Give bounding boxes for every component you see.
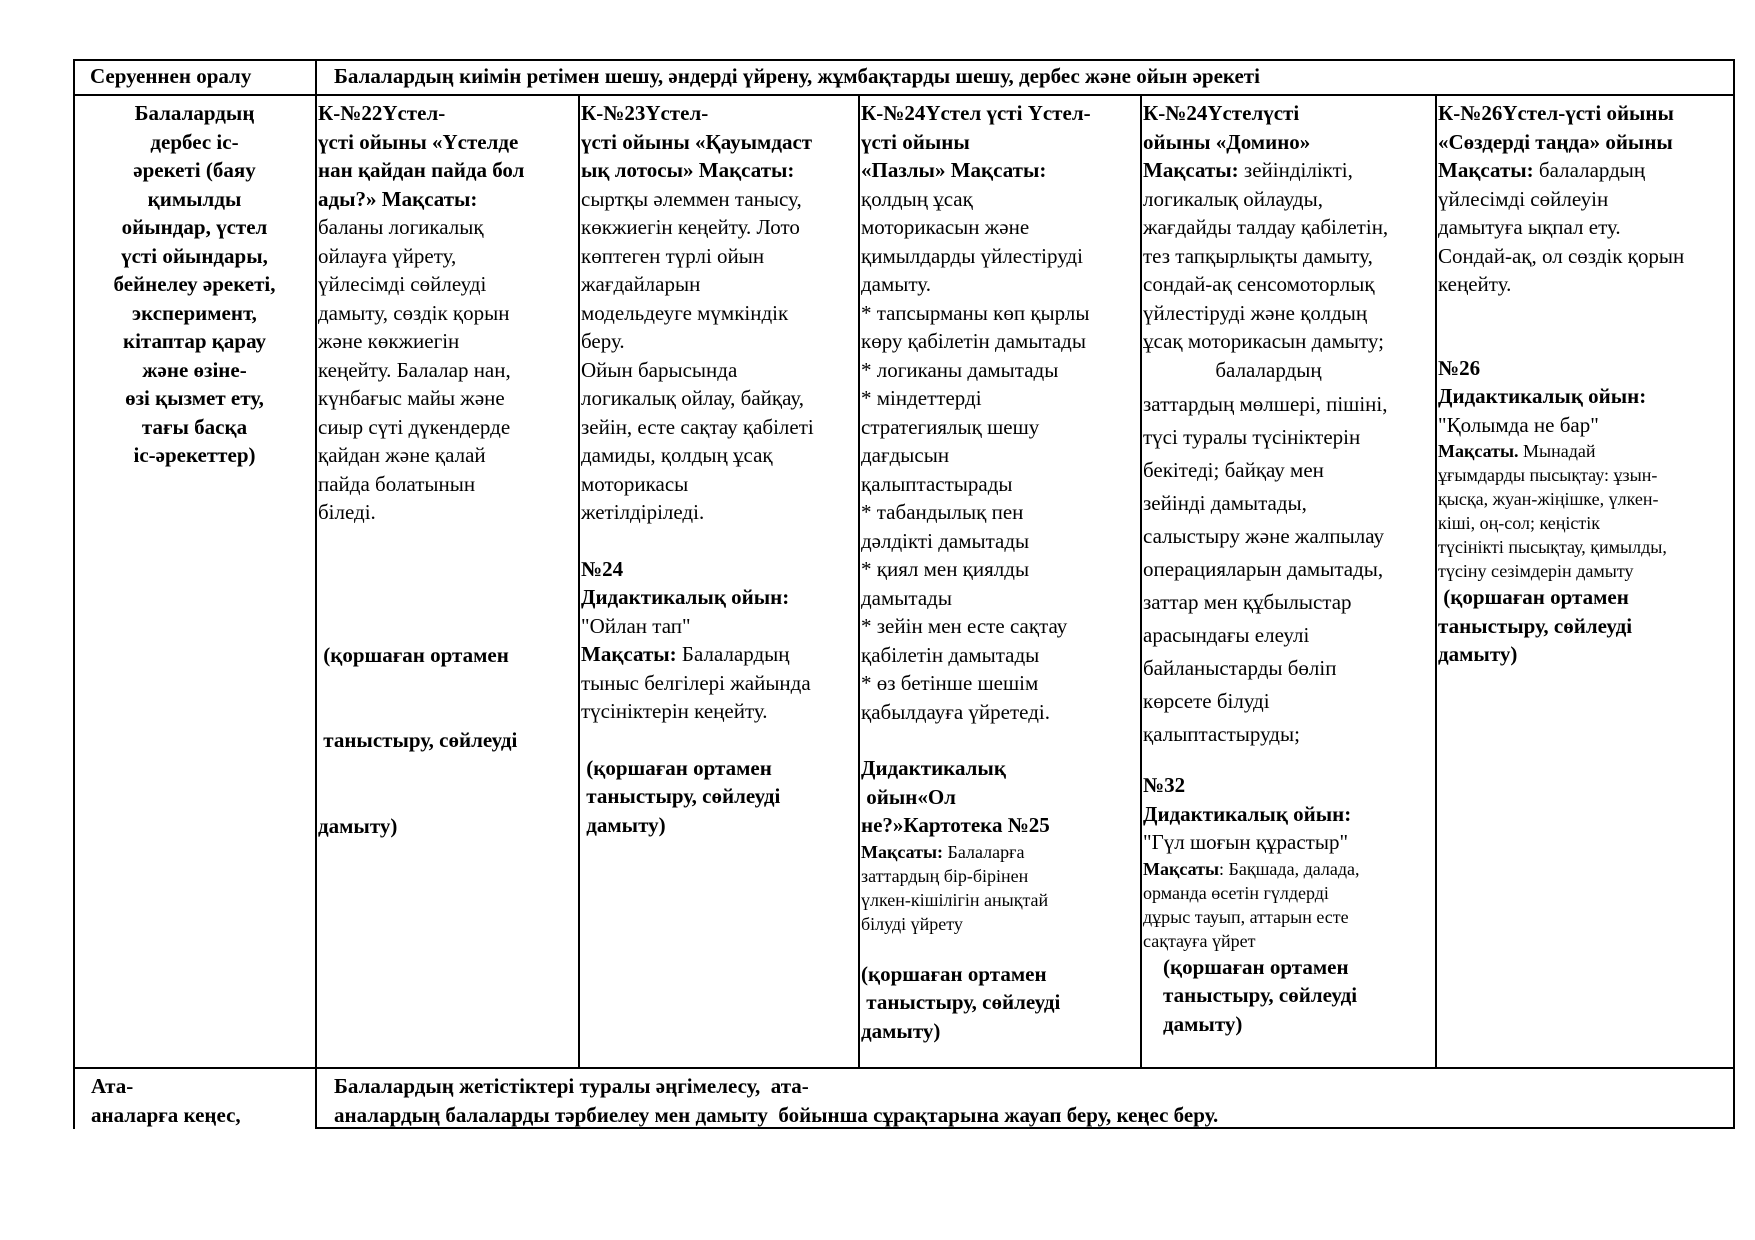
- game-number: №32: [1143, 773, 1186, 797]
- game-title: К-№24Үстелүсті ойыны «Домино»: [1143, 101, 1311, 154]
- activity-row-border: [73, 1067, 1734, 1069]
- game-number: №24: [581, 556, 624, 581]
- game-type: Дидактикалық ойын:: [581, 585, 790, 609]
- table-right-border: [1733, 59, 1735, 1129]
- game-description: қолдың ұсақ моторикасын және қимылдарды үйлестіруді дамыту. * тапсырманы көп қырлы көру қабілетін дамытады * логиканы дамытады * міндеттерді стратегиялық шешу дағдысын қалыптастырады * табандылық пен дәлдікті дамытады * қиял мен қиялды дамытады * зейін мен есте сақтау қабілетін дамытады * өз бетінше шешім қабылдауға үйретеді.: [861, 186, 1090, 724]
- didactic-game: №26 Дидактикалық ойын: "Қолымда не бар" Мақсаты. Мынадай ұғымдарды пысықтау: ұзын- қысқа, жуан-жіңішке, үлкен- кіші, оң-сол; кеңістік түсінікті пысықтау, қимылды, түсіну сезімдерін дамыту: [1438, 354, 1732, 584]
- activity-column-1: [318, 99, 576, 897]
- game-goal: Мақсаты: балалардың: [1438, 158, 1646, 182]
- header-row-border: [73, 94, 1734, 96]
- game-type: Дидактикалық ойын:: [1438, 384, 1647, 408]
- game-name: "Гүл шоғын құрастыр": [1143, 830, 1349, 854]
- game-type: Дидактикалық ойын:: [1143, 801, 1352, 826]
- subject-note: (қоршаған ортамен таныстыру, сөйлеуді дамыту): [318, 642, 518, 838]
- game-goal: Мақсаты: Балалардың: [581, 642, 790, 666]
- activity-column-2: [581, 99, 857, 839]
- activity-column-3: [861, 99, 1139, 1045]
- activity-column-5: [1438, 99, 1732, 669]
- game-description: логикалық ойлауды, жағдайды талдау қабілетін, тез тапқырлықты дамыту, сондай-ақ сенсомоторлық үйлестіруді және қолдың ұсақ моторикасын дамыту; балалардың: [1143, 186, 1389, 382]
- table-top-border: [73, 59, 1734, 61]
- game-title: К-№24Үстел үсті Үстел- үсті ойыны «Пазлы» Мақсаты:: [861, 101, 1091, 182]
- subject-note: (қоршаған ортамен таныстыру, сөйлеуді дамыту): [861, 961, 1061, 1043]
- game-description: сыртқы әлеммен танысу, көкжиегін кеңейту. Лото көптеген түрлі ойын жағдайларын модельдеуге мүмкіндік беру. Ойын барысында логикалық ойлау, байқау, зейін, есте сақтау қабілеті дамиды, қолдың ұсақ моторикасы жетілдіріледі.: [581, 186, 814, 524]
- game-title: К-№26Үстел-үсті ойыны «Сөздерді таңда» ойыны: [1438, 101, 1674, 154]
- table-left-border: [73, 59, 75, 1129]
- game-title: К-№22Үстел- үсті ойыны «Үстелде нан қайдан пайда бол ады?» Мақсаты:: [318, 101, 525, 211]
- independent-activity-label: Балалардың дербес іс- әрекеті (баяу қимылды ойындар, үстел үсті ойындары, бейнелеу әрекеті, эксперимент, кітаптар қарау және өзіне- өзі қызмет ету, тағы басқа іс-әрекеттер): [113, 101, 276, 467]
- game-title: К-№23Үстел- үсті ойыны «Қауымдаст ық лотосы» Мақсаты:: [581, 101, 813, 182]
- game-number: №26: [1438, 355, 1481, 380]
- activity-column-4: [1143, 99, 1434, 1038]
- didactic-game: №24 Дидактикалық ойын: "Ойлан тап" Мақсаты: Балалардың тыныс белгілері жайында түсініктерін кеңейту.: [581, 555, 857, 726]
- label-column-border: [315, 59, 317, 1129]
- subject-note: (қоршаған ортамен таныстыру, сөйлеуді дамыту): [581, 755, 781, 837]
- column-1-border: [578, 94, 580, 1069]
- game-goal: Мақсаты: зейінділікті,: [1143, 158, 1353, 182]
- game-goal: Мақсаты: Бақшада, далада,: [1143, 858, 1360, 879]
- game-name: "Ойлан тап": [581, 613, 691, 638]
- return-from-walk-text: Балалардың киімін ретімен шешу, әндерді үйрену, жұмбақтарды шешу, дербес және ойын әрекеті: [334, 64, 1260, 88]
- game-goal: Мақсаты: Балаларға: [861, 841, 1025, 862]
- didactic-game: Дидактикалық ойын«Ол не?»Картотека №25 Мақсаты: Балаларға заттардың бір-бірінен үлкен-кішілігін анықтай білуді үйрету: [861, 754, 1139, 936]
- column-2-border: [858, 94, 860, 1069]
- game-name: "Қолымда не бар": [1438, 412, 1599, 437]
- game-goal: Мақсаты. Мынадай: [1438, 441, 1596, 461]
- subject-note: (қоршаған ортамен таныстыру, сөйлеуді дамыту): [1163, 954, 1358, 1036]
- parents-advice-text: Балалардың жетістіктері туралы әңгімелесу, ата- аналардың балаларды тәрбиелеу мен дамыту бойынша сұрақтарына жауап беру, кеңес беру.: [334, 1074, 1219, 1127]
- didactic-game: №32 Дидактикалық ойын: "Гүл шоғын құрастыр" Мақсаты: Бақшада, далада, орманда өсетін гүлдерді дұрыс тауып, аттарын есте сақтауға үйрет: [1143, 771, 1434, 953]
- game-description: үйлесімді сөйлеуін дамытуға ықпал ету. Сондай-ақ, ол сөздік қорын кеңейту.: [1438, 186, 1685, 296]
- column-4-border: [1435, 94, 1437, 1069]
- game-description-continued: заттардың мөлшері, пішіні, түсі туралы түсініктерін бекітеді; байқау мен зейінді дамытады, салыстыру және жалпылау операцияларын дамытады, заттар мен құбылыстар арасындағы елеулі байланыстарды бөліп көрсете білуді қалыптастыруды;: [1143, 392, 1388, 746]
- game-description: баланы логикалық ойлауға үйрету, үйлесімді сөйлеуді дамыту, сөздік қорын және көкжиегін кеңейту. Балалар нан, күнбағыс майы және сиыр сүті дүкендерде қайдан және қалай пайда болатынын біледі.: [318, 215, 511, 524]
- game-type: Дидактикалық ойын«Ол не?»Картотека №25: [861, 756, 1050, 837]
- column-3-border: [1140, 94, 1142, 1069]
- subject-note: (қоршаған ортамен таныстыру, сөйлеуді дамыту): [1438, 585, 1633, 666]
- parents-advice-label: Ата- аналарға кеңес,: [91, 1074, 241, 1127]
- return-from-walk-label: Серуеннен оралу: [90, 64, 252, 88]
